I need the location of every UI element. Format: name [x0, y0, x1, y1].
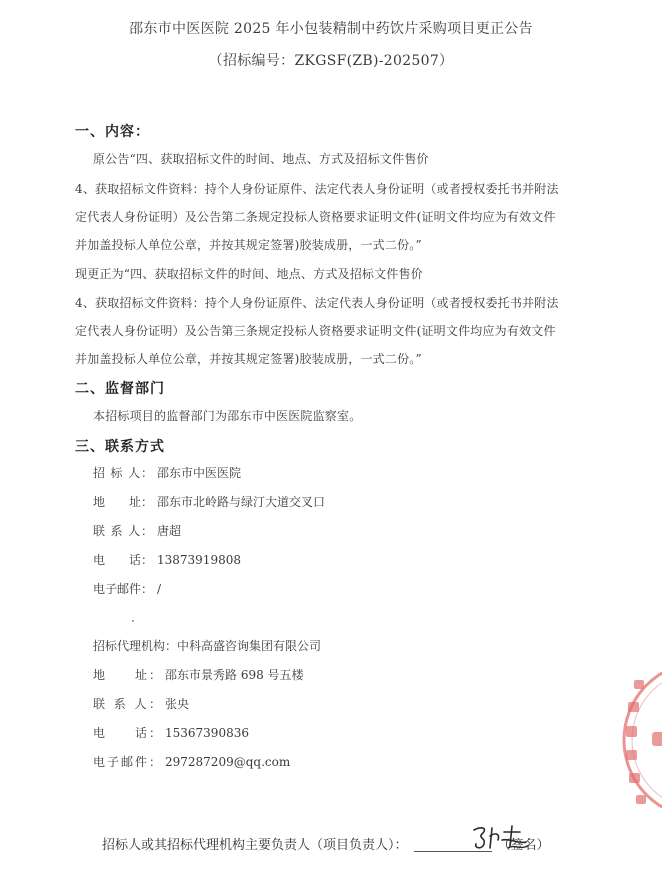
agency-name: 中科高盛咨询集团有限公司	[177, 639, 322, 653]
document-title: 邵东市中医医院 2025 年小包装精制中药饮片采购项目更正公告	[129, 21, 533, 37]
tenderer-name-row	[93, 464, 241, 481]
content-line: 4、获取招标文件资料：持个人身份证原件、法定代表人身份证明（或者授权委托书并附法	[75, 296, 559, 310]
field-label: 招 标 人：	[93, 466, 153, 480]
agency-contact: 张央	[165, 697, 190, 711]
agency-email-row	[93, 753, 290, 770]
section-supervision-heading: 二、监督部门	[75, 381, 165, 397]
bid-number: （招标编号：ZKGSF(ZB)-202507）	[208, 53, 454, 69]
field-label: 电子邮件：	[93, 582, 154, 596]
red-seal-stamp	[612, 640, 662, 840]
field-label: 联 系 人：	[93, 697, 161, 711]
handwritten-signature	[468, 822, 538, 856]
scan-speck	[132, 620, 134, 622]
section-contact-heading: 三、联系方式	[75, 439, 165, 455]
field-label: 电子邮件：	[93, 755, 161, 769]
tenderer-contact-row	[93, 522, 181, 539]
agency-contact-row	[93, 695, 189, 712]
field-label: 地 址：	[93, 495, 154, 509]
tenderer-address-row	[93, 493, 325, 510]
agency-phone: 15367390836	[165, 726, 249, 740]
agency-phone-row	[93, 724, 249, 741]
content-line: 现更正为“四、获取招标文件的时间、地点、方式及招标文件售价	[75, 267, 423, 281]
field-label: 电 话：	[93, 553, 154, 567]
field-label: 联 系 人：	[93, 524, 153, 538]
agency-address: 邵东市景秀路 698 号五楼	[165, 668, 304, 682]
content-line: 原公告“四、获取招标文件的时间、地点、方式及招标文件售价	[93, 152, 429, 166]
agency-address-row	[93, 666, 304, 683]
section-content-heading: 一、内容：	[75, 124, 150, 140]
signature-suffix: （签名）	[497, 838, 550, 853]
signature-label: 招标人或其招标代理机构主要负责人（项目负责人）：	[102, 838, 408, 853]
content-line: 定代表人身份证明）及公告第三条规定投标人资格要求证明文件(证明文件均应为有效文件	[75, 324, 556, 338]
field-label: 招标代理机构：	[93, 639, 178, 653]
content-line: 定代表人身份证明）及公告第二条规定投标人资格要求证明文件(证明文件均应为有效文件	[75, 210, 556, 224]
content-line: 4、获取招标文件资料：持个人身份证原件、法定代表人身份证明（或者授权委托书并附法	[75, 182, 559, 196]
field-label: 地 址：	[93, 668, 161, 682]
tenderer-address: 邵东市北岭路与绿汀大道交叉口	[157, 495, 326, 509]
tenderer-phone: 13873919808	[157, 553, 241, 567]
supervision-text: 本招标项目的监督部门为邵东市中医医院监察室。	[93, 409, 362, 423]
field-label: 电 话：	[93, 726, 161, 740]
agency-email: 297287209@qq.com	[165, 755, 291, 769]
content-line: 并加盖投标人单位公章，并按其规定签署)胶装成册，一式二份。”	[75, 352, 422, 366]
tenderer-phone-row	[93, 551, 241, 568]
tenderer-email-row	[93, 580, 161, 597]
agency-name-row	[93, 637, 321, 654]
tenderer-email: /	[157, 582, 162, 596]
tenderer-contact: 唐超	[157, 524, 182, 538]
content-line: 并加盖投标人单位公章，并按其规定签署)胶装成册，一式二份。”	[75, 238, 422, 252]
tenderer-name: 邵东市中医医院	[157, 466, 242, 480]
